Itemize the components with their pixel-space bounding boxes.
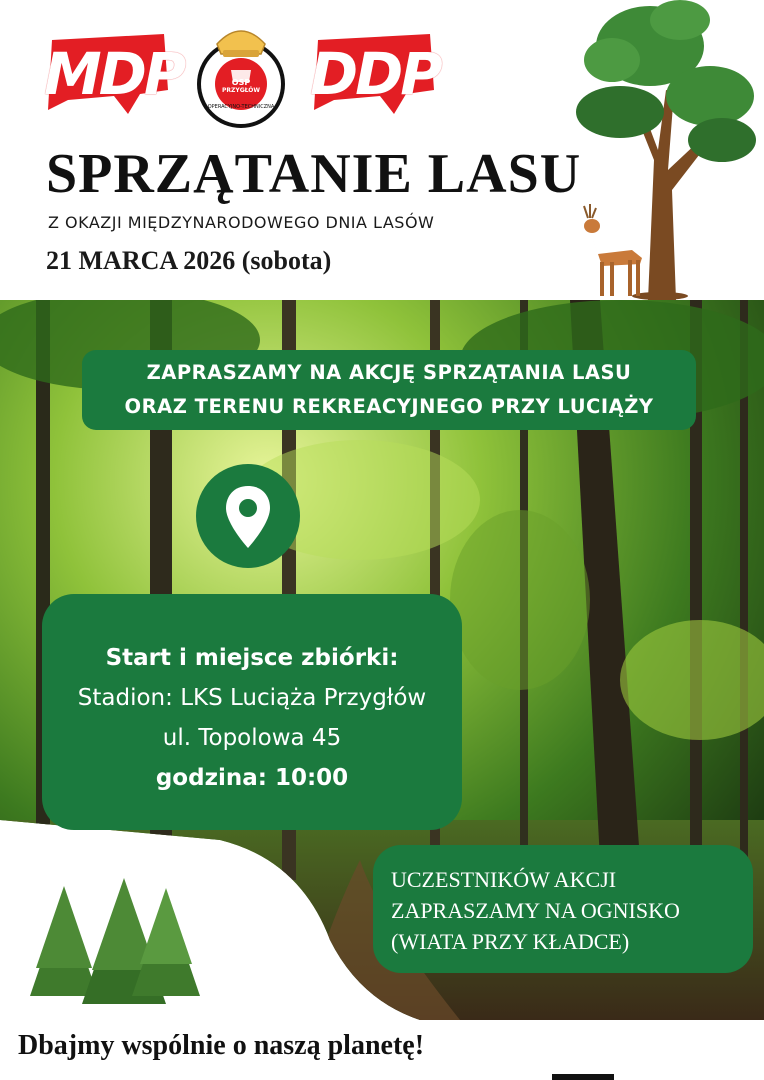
invite-line-2: ORAZ TERENU REKREACYJNEGO PRZY LUCIĄŻY [124, 395, 654, 418]
spruce-trees-illustration [16, 878, 206, 1014]
osp-seal-logo [193, 20, 289, 132]
seal-center-text [193, 78, 289, 94]
bonfire-line-3: (WIATA PRZY KŁADCE) [391, 929, 630, 954]
page-subtitle: Z OKAZJI MIĘDZYNARODOWEGO DNIA LASÓW [48, 213, 435, 232]
location-pin-badge [196, 464, 300, 568]
location-pin-icon [196, 464, 300, 568]
mdp-logo [44, 32, 184, 116]
ddp-logo-text: DDP [310, 40, 440, 108]
ddp-logo [310, 32, 438, 116]
footer-slogan: Dbajmy wspólnie o naszą planetę! [18, 1030, 425, 1061]
page-title: SPRZĄTANIE LASU [46, 143, 582, 205]
details-address: ul. Topolowa 45 [162, 725, 342, 751]
footer-accent-bar [552, 1074, 614, 1080]
mdp-logo-text: MDP [44, 40, 184, 108]
bonfire-line-1: UCZESTNIKÓW AKCJI [391, 867, 617, 892]
svg-text:OPERACYJNO-TECHNICZNA: OPERACYJNO-TECHNICZNA [207, 104, 275, 110]
deer-illustration [568, 200, 652, 300]
seal-osp: OSP [231, 78, 251, 87]
bonfire-line-2: ZAPRASZAMY NA OGNISKO [391, 898, 680, 923]
event-date: 21 MARCA 2026 (sobota) [46, 246, 332, 275]
osp-seal-graphic [193, 20, 289, 132]
bonfire-invite-box [373, 845, 753, 973]
seal-place: PRZYGŁÓW [222, 87, 260, 94]
meeting-details-box [42, 594, 462, 830]
details-time: godzina: 10:00 [155, 765, 349, 791]
details-heading: Start i miejsce zbiórki: [105, 645, 399, 671]
invite-banner [82, 350, 696, 430]
details-place: Stadion: LKS Luciąża Przygłów [77, 685, 427, 711]
invite-line-1: ZAPRASZAMY NA AKCJĘ SPRZĄTANIA LASU [146, 361, 632, 384]
